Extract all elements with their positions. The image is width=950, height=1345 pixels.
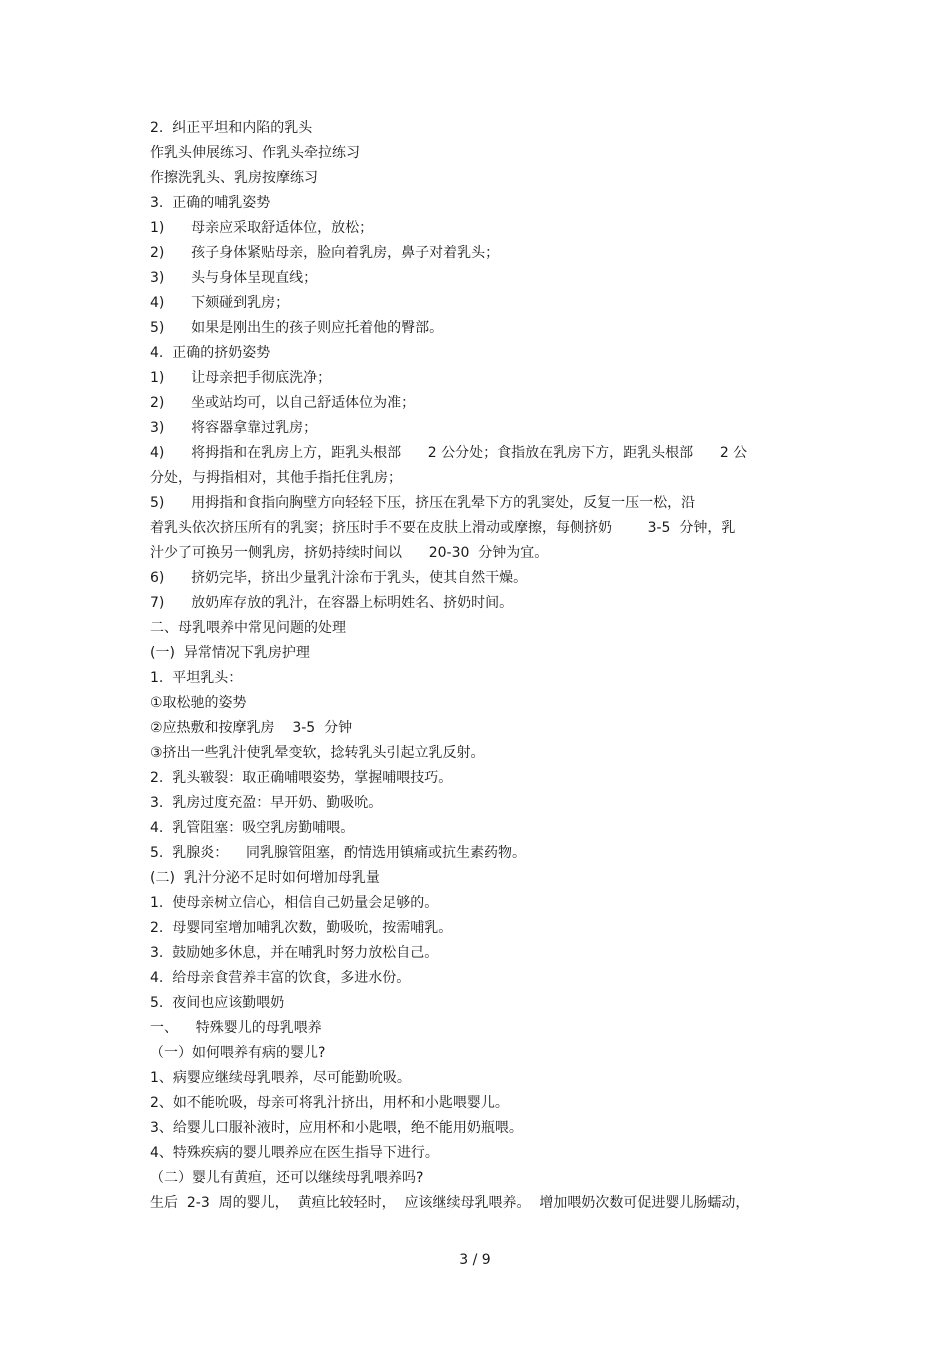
text-line: 4) 将拇指和在乳房上方，距乳头根部 2 公分处；食指放在乳房下方，距乳头根部 2 公	[150, 445, 748, 461]
text-line: (二) 乳汁分泌不足时如何增加母乳量	[150, 870, 380, 886]
text-line: 1、病婴应继续母乳喂养，尽可能勤吮吸。	[150, 1070, 411, 1086]
text-line: 4. 正确的挤奶姿势	[150, 345, 271, 361]
page-number: 3 / 9	[459, 1252, 491, 1268]
text-line: 3. 乳房过度充盈：早开奶、勤吸吮。	[150, 795, 383, 811]
text-line: ①取松驰的姿势	[150, 695, 247, 711]
text-line: 一、 特殊婴儿的母乳喂养	[150, 1020, 322, 1036]
text-line: 2) 孩子身体紧贴母亲，脸向着乳房，鼻子对着乳头；	[150, 245, 500, 261]
text-line: 作乳头伸展练习、作乳头牵拉练习	[150, 145, 360, 161]
text-line: 2. 母婴同室增加哺乳次数，勤吸吮，按需哺乳。	[150, 920, 453, 936]
text-line: 5. 夜间也应该勤喂奶	[150, 995, 285, 1011]
text-line: 1. 使母亲树立信心，相信自己奶量会足够的。	[150, 895, 439, 911]
text-line: 6) 挤奶完毕，挤出少量乳汁涂布于乳头，使其自然干燥。	[150, 570, 528, 586]
text-line: 5) 如果是刚出生的孩子则应托着他的臀部。	[150, 320, 444, 336]
text-line: 二、母乳喂养中常见问题的处理	[150, 620, 346, 636]
text-line: 1) 让母亲把手彻底洗净；	[150, 370, 332, 386]
text-line: 2) 坐或站均可，以自己舒适体位为准；	[150, 395, 416, 411]
text-line: 3. 正确的哺乳姿势	[150, 195, 271, 211]
text-line: ②应热敷和按摩乳房 3-5 分钟	[150, 720, 353, 736]
text-line: 1) 母亲应采取舒适体位，放松；	[150, 220, 374, 236]
document-body	[150, 116, 805, 1216]
text-line: (一) 异常情况下乳房护理	[150, 645, 310, 661]
text-line: 3) 头与身体呈现直线；	[150, 270, 318, 286]
text-line: 2、如不能吮吸，母亲可将乳汁挤出，用杯和小匙喂婴儿。	[150, 1095, 509, 1111]
text-line: 作擦洗乳头、乳房按摩练习	[150, 170, 318, 186]
text-line: 4. 给母亲食营养丰富的饮食，多进水份。	[150, 970, 411, 986]
text-line: 3) 将容器拿靠过乳房；	[150, 420, 318, 436]
text-line: 分处，与拇指相对，其他手指托住乳房；	[150, 470, 402, 486]
text-line: 3. 鼓励她多休息，并在哺乳时努力放松自己。	[150, 945, 439, 961]
text-line: （二）婴儿有黄疸，还可以继续母乳喂养吗?	[150, 1170, 424, 1186]
text-line: 生后 2-3 周的婴儿， 黄疸比较轻时， 应该继续母乳喂养。 增加喂奶次数可促进婴儿肠蠕动，	[150, 1195, 750, 1211]
text-line: （一）如何喂养有病的婴儿?	[150, 1045, 326, 1061]
text-line: 7) 放奶库存放的乳汁，在容器上标明姓名、挤奶时间。	[150, 595, 514, 611]
text-line: 1. 平坦乳头：	[150, 670, 243, 686]
text-line: 4) 下颏碰到乳房；	[150, 295, 290, 311]
text-line: 3、给婴儿口服补液时，应用杯和小匙喂，绝不能用奶瓶喂。	[150, 1120, 523, 1136]
text-line: 5) 用拇指和食指向胸壁方向轻轻下压，挤压在乳晕下方的乳窦处，反复一压一松，沿	[150, 495, 696, 511]
text-line: 5. 乳腺炎： 同乳腺管阻塞，酌情选用镇痛或抗生素药物。	[150, 845, 527, 861]
text-line: 2. 乳头皲裂：取正确哺喂姿势，掌握哺喂技巧。	[150, 770, 453, 786]
text-line: 着乳头依次挤压所有的乳窦；挤压时手不要在皮肤上滑动或摩擦，每侧挤奶 3-5 分钟，乳	[150, 520, 736, 536]
text-line: ③挤出一些乳汁使乳晕变软，捻转乳头引起立乳反射。	[150, 745, 485, 761]
text-line: 2. 纠正平坦和内陷的乳头	[150, 120, 313, 136]
text-line: 4. 乳管阻塞：吸空乳房勤哺喂。	[150, 820, 355, 836]
text-line: 汁少了可换另一侧乳房，挤奶持续时间以 20-30 分钟为宜。	[150, 545, 549, 561]
text-line: 4、特殊疾病的婴儿喂养应在医生指导下进行。	[150, 1145, 439, 1161]
